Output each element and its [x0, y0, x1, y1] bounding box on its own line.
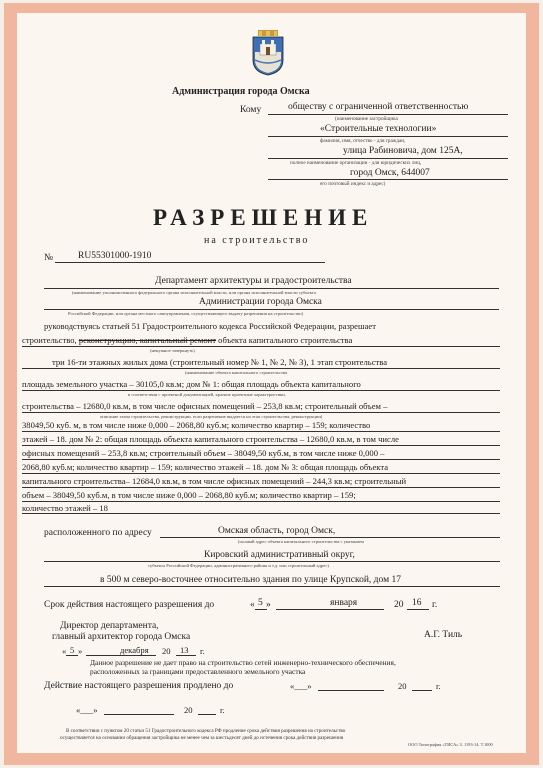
sign-date-close-quote: »: [78, 646, 83, 656]
extension-year-underline-2: [198, 714, 216, 715]
sign-day: 5: [70, 645, 75, 655]
validity-month: января: [330, 598, 358, 608]
notice-line-1: Данное разрешение не дает право на строительство сетей инженерно-технического обеспечения,: [90, 658, 396, 667]
issuer-underline: [44, 288, 499, 289]
sign-year: 13: [180, 645, 189, 655]
address-underline-1: [160, 537, 500, 538]
extension-year-underline: [412, 690, 432, 691]
validity-suffix: г.: [432, 600, 438, 610]
issuer-note-1: (наименование уполномоченного федерального органа исполнительной власти, или органа исполнительной власти субъекта: [72, 290, 316, 295]
body-line-11: объем – 38049,50 куб.м, в том числе ниже 0,000 – 2068,80 куб.м; количество квартир – 159;: [22, 490, 356, 500]
body-underline-2: [22, 346, 500, 347]
body-underline-5: [22, 412, 500, 413]
sign-date-open-quote: «: [62, 646, 67, 656]
strike-note: (ненужное зачеркнуть): [150, 348, 195, 353]
body-line-3: три 16-ти этажных жилых дома (строительный номер № 1, № 2, № 3), 1 этап строительства: [52, 357, 388, 367]
extension-label: Действие настоящего разрешения продлено до: [44, 681, 234, 691]
extension-suffix-2: г.: [220, 705, 225, 715]
body-underline-8: [22, 459, 500, 460]
body-line-4: площадь земельного участка – 30105,0 кв.м; дом № 1: общая площадь объекта капитального: [22, 379, 361, 389]
extension-day-2: «___»: [76, 705, 98, 715]
stage-note: описание этапа строительства, реконструкции, если разрешение выдается на этап строительства, реконструкции): [100, 414, 323, 419]
address-underline-3: [44, 586, 500, 587]
construction-word: строительство,: [22, 335, 79, 345]
recipient-note-2: фамилия, имя, отчество - для граждан,: [320, 138, 406, 144]
extension-month-underline: [318, 690, 384, 691]
permit-number: RU55301000-1910: [78, 251, 152, 261]
recipient-note-1: (наименование застройщика: [335, 116, 398, 122]
recipient-line-2: «Строительные технологии»: [320, 124, 437, 134]
validity-close-quote: »: [266, 600, 271, 610]
extension-year-prefix-2: 20: [184, 705, 193, 715]
recipient-line-1: обществу с ограниченной ответственностью: [288, 102, 469, 112]
notice-line-2: расположенных за границами предоставленного земельного участка: [90, 667, 306, 676]
recipient-underline-2: [268, 136, 508, 137]
authority-name: Администрация города Омска: [172, 86, 310, 97]
footer-line-2: осуществляется на основании обращения застройщика не менее чем за шестьдесят дней до истечения срока действия разрешения: [60, 735, 344, 741]
issuer-line-2: Администрации города Омска: [199, 297, 322, 307]
to-label: Кому: [240, 105, 262, 115]
object-note: (наименование объекта капитального строительства: [185, 370, 288, 375]
body-line-2: [22, 335, 352, 345]
body-line-8: офисных помещений – 253,8 кв.м; строительный объем – 38049,50 куб.м, в том числе ниже 0,000 –: [22, 448, 385, 458]
address-note-2: субъекта Российской Федерации, административного района и т.д. или строительный адрес): [148, 563, 329, 568]
signer-name: А.Г. Тиль: [424, 630, 463, 640]
sign-year-prefix: 20: [162, 646, 171, 656]
body-line-9: 2068,80 куб.м; количество квартир – 159; количество этажей – 18. дом № 3: общая площадь объекта: [22, 462, 389, 472]
body-underline-11: [22, 501, 500, 502]
validity-month-underline: [276, 609, 384, 610]
address-note-1: (полный адрес объекта капитального строительства с указанием: [238, 539, 364, 544]
body-underline-6: [22, 431, 500, 432]
recipient-underline-3: [268, 158, 508, 159]
body-line-10: капитального строительства– 12684,0 кв.м, в том числе офисных помещений – 244,3 кв.м; строительный: [22, 476, 407, 486]
body-underline-7: [22, 445, 500, 446]
sign-month-underline: [86, 655, 156, 656]
issuer-line: Департамент архитектуры и градостроительства: [155, 276, 352, 286]
body-line-7: этажей – 18. дом № 2: общая площадь объекта капитального строительства – 12680,0 кв.м, в том числе: [22, 434, 399, 444]
sign-year-underline: [176, 655, 196, 656]
number-label: №: [44, 253, 54, 263]
body-line-1: руководствуясь статьей 51 Градостроительного кодекса Российской Федерации, разрешает: [44, 321, 376, 331]
recipient-underline-1: [268, 114, 508, 115]
object-text: объекта капитального строительства: [216, 335, 353, 345]
recipient-line-3: улица Рабиновича, дом 125А,: [343, 146, 463, 156]
struck-text: реконструкцию, капитальный ремонт: [78, 335, 217, 345]
document-title: РАЗРЕШЕНИЕ: [153, 205, 374, 230]
body-line-5: строительства – 12680,0 кв.м, в том числе офисных помещений – 253,8 кв.м; строительный объем –: [22, 401, 388, 411]
number-underline: [55, 262, 325, 263]
validity-day: 5: [258, 598, 263, 608]
body-line-12: количество этажей – 18: [22, 503, 108, 513]
address-underline-2: [44, 561, 500, 562]
body-line-6: 38049,50 куб. м, в том числе ниже 0,000 – 2068,80 куб.м; количество квартир – 159; количество: [22, 420, 371, 430]
body-underline-9: [22, 473, 500, 474]
address-line-2: Кировский административный округ,: [204, 550, 355, 560]
validity-year-underline: [407, 609, 429, 610]
address-label: расположенного по адресу: [44, 528, 152, 538]
extension-month-underline-2: [104, 714, 174, 715]
sign-suffix: г.: [200, 646, 205, 656]
signer-position-1: Директор департамента,: [60, 621, 159, 631]
printer-imprint: ООО Типография «ТИСА» З. 1193-14. Т.1000: [408, 742, 493, 747]
validity-label: Срок действия настоящего разрешения до: [44, 600, 215, 610]
extension-year-prefix: 20: [398, 681, 407, 691]
validity-year-prefix: 20: [394, 600, 404, 610]
footer-line-1: В соответствии с пунктом 20 статьи 51 Градостроительного кодекса РФ продление срока действия разрешения на строительство: [66, 728, 346, 734]
coat-of-arms-icon: [249, 30, 287, 76]
validity-year: 16: [412, 598, 422, 608]
extension-day: «___»: [290, 681, 312, 691]
issuer-underline-2: [44, 309, 499, 310]
issuer-note-2: Российской Федерации, или органа местного самоуправления, осуществляющего выдачу разрешения на строительство): [68, 311, 304, 316]
recipient-note-3: полное наименование организации - для юридических лиц,: [290, 160, 422, 166]
validity-open-quote: «: [250, 600, 255, 610]
body-underline-12: [22, 513, 500, 514]
body-underline-3: [22, 368, 500, 369]
recipient-line-4: город Омск, 644007: [350, 168, 430, 178]
recipient-underline-4: [268, 179, 508, 180]
document-subtitle: на строительство: [204, 235, 310, 246]
sign-month: декабря: [120, 645, 149, 655]
characteristics-note: в соответствии с проектной документацией, краткие проектные характеристики,: [128, 392, 286, 397]
signer-position-2: главный архитектор города Омска: [52, 632, 191, 642]
body-underline-4: [22, 390, 500, 391]
body-underline-10: [22, 487, 500, 488]
validity-day-underline: [255, 609, 267, 610]
sign-day-underline: [66, 655, 78, 656]
address-line-3: в 500 м северо-восточнее относительно здания по улице Крупской, дом 17: [100, 575, 401, 585]
recipient-note-4: его почтовый индекс и адрес): [320, 181, 386, 187]
extension-suffix: г.: [436, 681, 441, 691]
address-line-1: Омская область, город Омск,: [218, 526, 336, 536]
